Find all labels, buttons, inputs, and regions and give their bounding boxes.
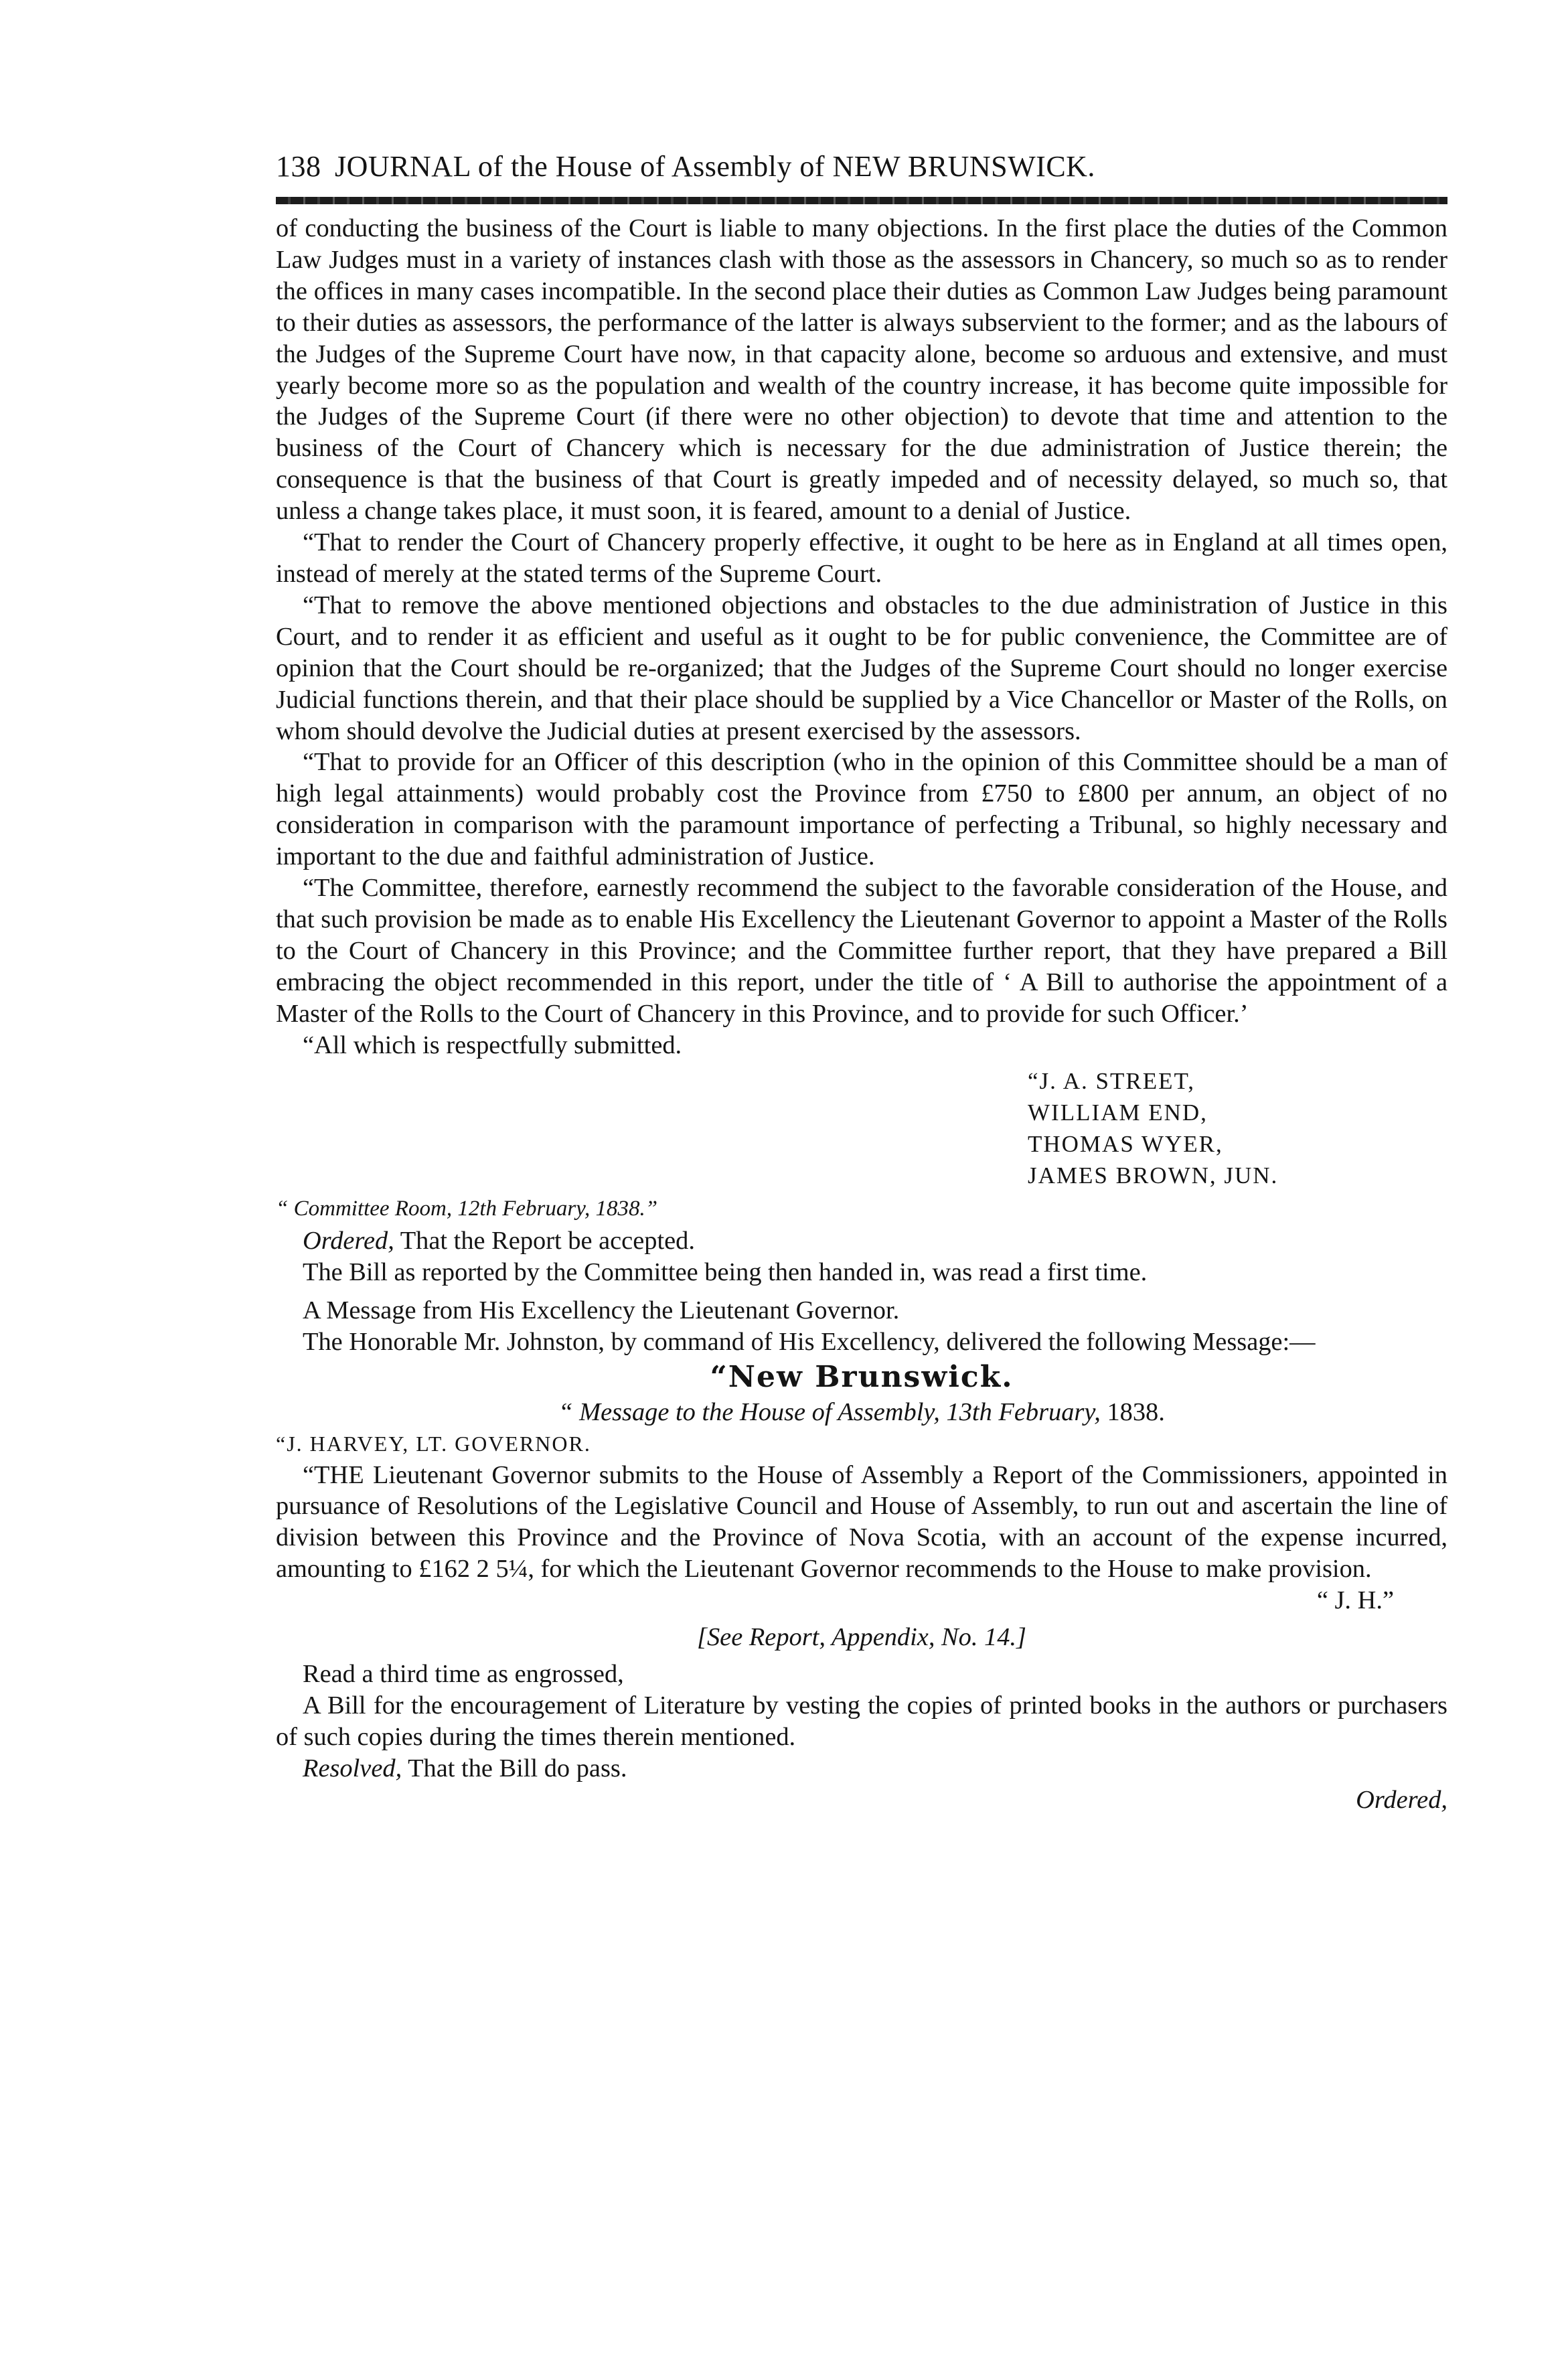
- literature-bill: A Bill for the encouragement of Literature by vesting the copies of printed books in the authors or purchasers of such copies during the times therein mentioned.: [276, 1691, 1447, 1751]
- ordered-line: [276, 1225, 1447, 1257]
- message-subtitle-year: 1838.: [1107, 1397, 1165, 1426]
- governor-signature: “J. HARVEY, LT. GOVERNOR.: [276, 1431, 591, 1456]
- committee-signatures: [276, 1066, 1447, 1192]
- committee-room-line: [276, 1192, 1447, 1225]
- message-initials: “ J. H.”: [1316, 1586, 1394, 1615]
- message-subtitle: [276, 1397, 1447, 1428]
- resolved-label: Resolved,: [303, 1754, 402, 1782]
- signatory: JAMES BROWN, JUN.: [1028, 1162, 1279, 1189]
- report-paragraph: “That to remove the above mentioned objections and obstacles to the due administration of Justice in this Court, and to render it as efficient and useful as it ought to be for public convenience, the Committee are of opinion that the Court should be re-organized; that the Judges of the Supreme Court should no longer exercise Judicial functions therein, and that their place should be supplied by a Vice Chancellor or Master of the Rolls, on whom should devolve the Judicial duties at present exercised by the assessors.: [276, 591, 1447, 745]
- header-rule: [276, 197, 1447, 204]
- report-paragraph: “All which is respectfully submitted.: [303, 1031, 682, 1059]
- committee-place: “ Committee Room,: [276, 1197, 453, 1221]
- bill-first-reading: The Bill as reported by the Committee being then handed in, was read a first time.: [303, 1258, 1148, 1286]
- report-paragraph: “The Committee, therefore, earnestly recommend the subject to the favorable consideration of the House, and that such provision be made as to enable His Excellency the Lieutenant Governor to appoint a Master of the Rolls to the Court of Chancery in this Province; and the Committee further report, that they have prepared a Bill embracing the object recommended in this report, under the title of ‘ A Bill to authorise the appointment of a Master of the Rolls to the Court of Chancery in this Province, and to provide for such Officer.’: [276, 874, 1447, 1028]
- page-number: 138: [276, 150, 321, 183]
- see-report: [See Report, Appendix, No. 14.]: [697, 1623, 1026, 1652]
- report-paragraph: “That to provide for an Officer of this description (who in the opinion of this Committee should be a man of high legal attainments) would probably cost the Province from £750 to £800 per annum, an object of no consideration in comparison with the paramount importance of perfecting a Tribunal, so highly necessary and important to the due and faithful administration of Justice.: [276, 748, 1447, 871]
- report-paragraph: “That to render the Court of Chancery properly effective, it ought to be here as in England at all times open, instead of merely at the stated terms of the Supreme Court.: [276, 528, 1447, 588]
- message-heading: “New Brunswick.: [710, 1359, 1014, 1394]
- third-reading: Read a third time as engrossed,: [303, 1659, 624, 1688]
- ordered-label: Ordered,: [303, 1227, 394, 1255]
- signatory: “J. A. STREET,: [1028, 1068, 1195, 1095]
- message-body: “THE Lieutenant Governor submits to the House of Assembly a Report of the Commissioners, appointed in pursuance of Resolutions of the Legislative Council and House of Assembly, to run out and ascertain the line of division between this Province and the Province of Nova Scotia, with an account of the expense incurred, amounting to £162 2 5¼, for which the Lieutenant Governor recommends to the House to make provision.: [276, 1460, 1447, 1584]
- journal-title: JOURNAL of the House of Assembly of NEW BRUNSWICK.: [335, 150, 1095, 183]
- running-header: [276, 146, 1447, 187]
- message-intro: A Message from His Excellency the Lieutenant Governor.: [303, 1296, 900, 1324]
- catchword: Ordered,: [1356, 1785, 1447, 1814]
- signatory: WILLIAM END,: [1028, 1099, 1208, 1126]
- committee-date: 12th February, 1838.”: [457, 1197, 658, 1221]
- ordered-text: That the Report be accepted.: [400, 1227, 695, 1255]
- message-subtitle-text: “ Message to the House of Assembly,: [558, 1397, 940, 1426]
- report-paragraph: of conducting the business of the Court is liable to many objections. In the first place the duties of the Common Law Judges must in a variety of instances clash with those as the assessors in Chancery, so much so as to render the offices in many cases incompatible. In the second place their duties as Common Law Judges being paramount to their duties as assessors, the performance of the latter is always subservient to the former; and as the labours of the Judges of the Supreme Court have now, in that capacity alone, become so arduous and extensive, and must yearly become more so as the population and wealth of the country increase, it has become quite impossible for the Judges of the Supreme Court (if there were no other objection) to devote that time and attention to the business of the Court of Chancery which is necessary for the due administration of Justice therein; the consequence is that the business of that Court is greatly impeded and of necessity delayed, so much so, that unless a change takes place, it must soon, it is feared, amount to a denial of Justice.: [276, 214, 1447, 526]
- resolved-text: That the Bill do pass.: [408, 1754, 627, 1782]
- resolved-line: [276, 1753, 1447, 1784]
- signatory: THOMAS WYER,: [1028, 1131, 1223, 1158]
- message-delivery: The Honorable Mr. Johnston, by command of His Excellency, delivered the following Message:—: [303, 1327, 1316, 1356]
- page-body: [276, 213, 1447, 1816]
- message-subtitle-date: 13th February,: [946, 1397, 1101, 1426]
